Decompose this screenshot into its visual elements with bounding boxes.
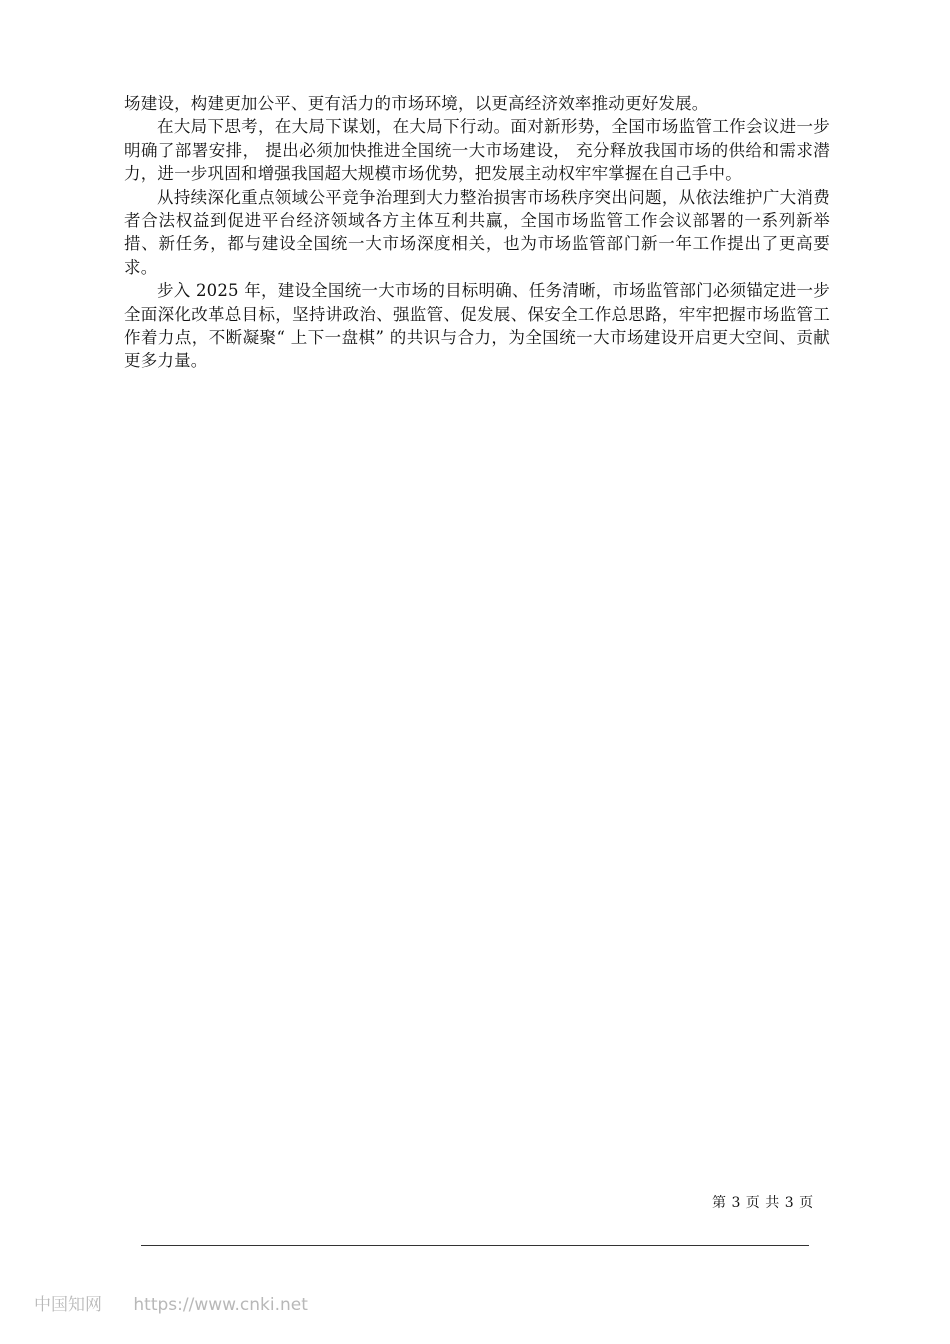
watermark-brand: 中国知网	[34, 1295, 102, 1315]
watermark	[34, 1294, 308, 1316]
footer-divider	[141, 1245, 809, 1246]
watermark-url: https://www.cnki.net	[133, 1295, 308, 1315]
document-body	[124, 92, 830, 373]
paragraph: 从持续深化重点领域公平竞争治理到大力整治损害市场秩序突出问题，从依法维护广大消费者合法权益到促进平台经济领域各方主体互利共赢，全国市场监管工作会议部署的一系列新举措、新任务，都与建设全国统一大市场深度相关，也为市场监管部门新一年工作提出了更高要求。	[124, 187, 830, 277]
paragraph: 步入 2025 年，建设全国统一大市场的目标明确、任务清晰，市场监管部门必须锚定进一步全面深化改革总目标，坚持讲政治、强监管、促发展、保安全工作总思路，牢牢把握市场监管工作着力点，不断凝聚“ 上下一盘棋” 的共识与合力，为全国统一大市场建设开启更大空间、贡献更多力量。	[124, 281, 830, 371]
page-number: 第 3 页 共 3 页	[712, 1195, 814, 1211]
paragraph: 场建设，构建更加公平、更有活力的市场环境，以更高经济效率推动更好发展。	[124, 94, 709, 113]
paragraph: 在大局下思考，在大局下谋划，在大局下行动。面对新形势，全国市场监管工作会议进一步明确了部署安排， 提出必须加快推进全国统一大市场建设， 充分释放我国市场的供给和需求潜力，进一步巩固和增强我国超大规模市场优势，把发展主动权牢牢掌握在自己手中。	[124, 117, 830, 184]
